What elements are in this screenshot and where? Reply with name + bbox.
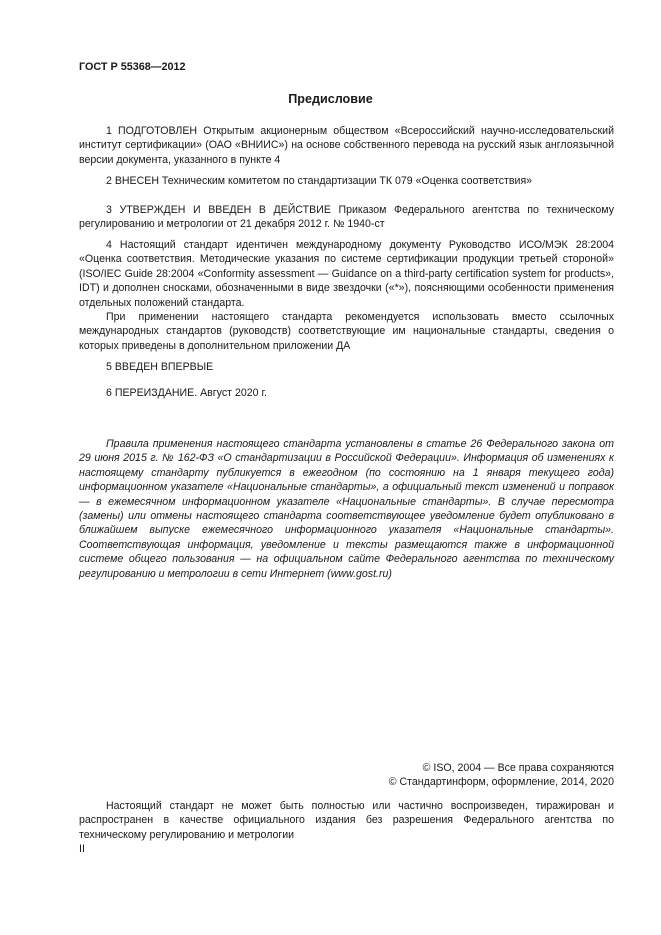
- foreword-item-2: [79, 174, 614, 188]
- foreword-item-5: [79, 360, 614, 374]
- copyright-standartinform: © Стандартинформ, оформление, 2014, 2020: [388, 776, 614, 789]
- foreword-item-2-text: 2 ВНЕСЕН Техническим комитетом по стандартизации ТК 079 «Оценка соответствия»: [106, 175, 533, 187]
- foreword-item-3: [79, 203, 614, 232]
- reproduction-restriction: [79, 799, 614, 842]
- foreword-item-4-text: 4 Настоящий стандарт идентичен международному документу Руководство ИСО/МЭК 28:2004 «Оценка соответствия. Методические указания по системе сертификации продукции третьей стороной» (ISO/IEC Guide 28:2004 «Conformity assessment — Guidance on a third-party certification system for products», IDT) и дополнен сносками, обозначенными в виде звездочки («*»), поясняющими особенности применения отдельных положений стандарта.: [79, 239, 614, 309]
- reproduction-restriction-text: Настоящий стандарт не может быть полностью или частично воспроизведен, тиражирован и распространен в качестве официального издания без разрешения Федерального агентства по техническому регулированию и метрологии: [79, 800, 614, 841]
- application-rules-text: Правила применения настоящего стандарта установлены в статье 26 Федерального закона от 29 июня 2015 г. № 162-ФЗ «О стандартизации в Российской Федерации». Информация об изменениях к настоящему стандарту публикуется в ежегодном (по состоянию на 1 января текущего года) информационном указателе «Национальные стандарты», а официальный текст изменений и поправок — в ежемесячном информационном указателе «Национальные стандарты». В случае пересмотра (замены) или отмены настоящего стандарта соответствующее уведомление будет опубликовано в ближайшем выпуске ежемесячного информационного указателя «Национальные стандарты». Соответствующая информация, уведомление и тексты размещаются также в информационной системе общего пользования — на официальном сайте Федерального агентства по техническому регулированию и метрологии в сети Интернет (www.gost.ru): [79, 438, 614, 580]
- page-number: II: [79, 843, 85, 855]
- foreword-item-6: [79, 386, 614, 400]
- foreword-item-1: [79, 124, 614, 167]
- foreword-item-1-text: 1 ПОДГОТОВЛЕН Открытым акционерным обществом «Всероссийский научно-исследовательский институт сертификации» (ОАО «ВНИИС») на основе собственного перевода на русский язык англоязычной версии документа, указанного в пункте 4: [79, 125, 614, 166]
- foreword-item-6-text: 6 ПЕРЕИЗДАНИЕ. Август 2020 г.: [106, 387, 267, 399]
- copyright-iso: © ISO, 2004 — Все права сохраняются: [422, 762, 614, 774]
- foreword-item-3-text: 3 УТВЕРЖДЕН И ВВЕДЕН В ДЕЙСТВИЕ Приказом Федерального агентства по техническому регулированию и метрологии от 21 декабря 2012 г. № 1940-ст: [79, 204, 614, 231]
- document-code: ГОСТ Р 55368—2012: [79, 61, 186, 73]
- foreword-item-4-note: При применении настоящего стандарта рекомендуется использовать вместо ссылочных международных стандартов (руководств) соответствующие им национальные стандарты, сведения о которых приведены в дополнительном приложении ДА: [79, 311, 614, 352]
- foreword-item-5-text: 5 ВВЕДЕН ВПЕРВЫЕ: [106, 361, 214, 373]
- application-rules-notice: [79, 437, 614, 581]
- page-title: Предисловие: [288, 92, 373, 106]
- foreword-item-4: [79, 238, 614, 353]
- copyright-block: [389, 761, 614, 790]
